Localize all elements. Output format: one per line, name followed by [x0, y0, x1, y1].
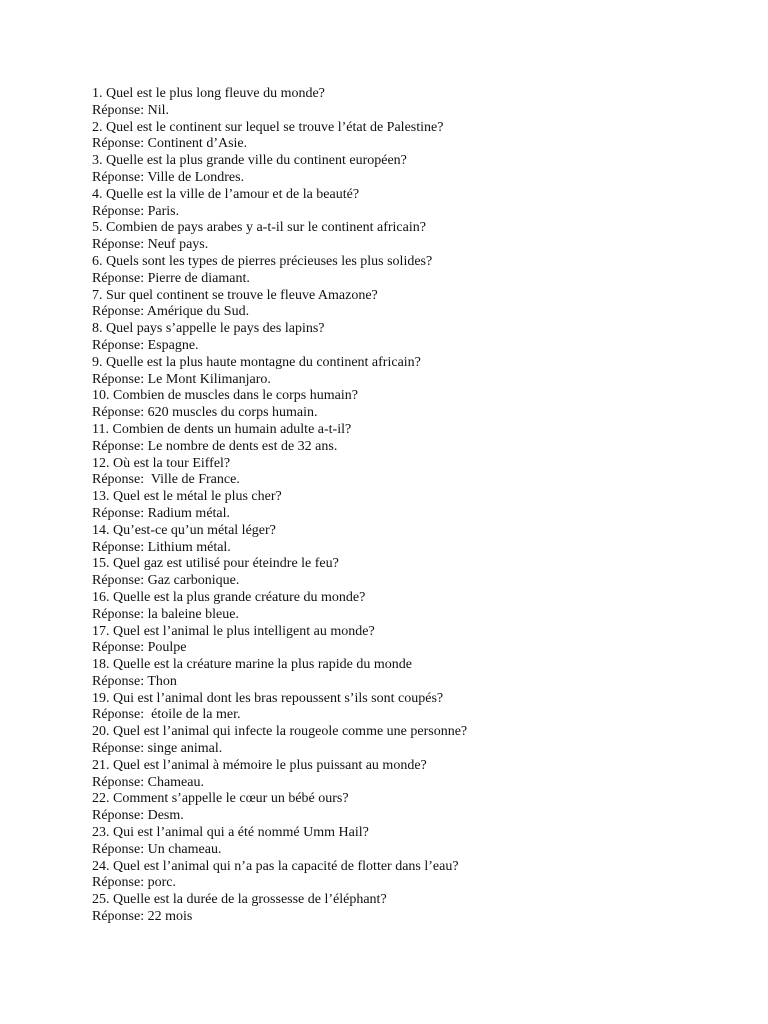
question-text: 16. Quelle est la plus grande créature du monde?	[92, 589, 366, 605]
answer-text: Réponse: Un chameau.	[92, 841, 222, 857]
question-text: 8. Quel pays s’appelle le pays des lapins?	[92, 321, 325, 337]
qa-item	[92, 489, 732, 523]
answer-text: Réponse: Radium métal.	[92, 505, 231, 521]
answer-text: Réponse: Ville de Londres.	[92, 169, 245, 185]
question-text: 6. Quels sont les types de pierres précieuses les plus solides?	[92, 253, 433, 269]
question-text: 10. Combien de muscles dans le corps humain?	[92, 388, 358, 404]
question-text: 23. Qui est l’animal qui a été nommé Umm Hail?	[92, 825, 369, 841]
question-text: 17. Quel est l’animal le plus intelligent au monde?	[92, 623, 375, 639]
question-text: 20. Quel est l’animal qui infecte la rougeole comme une personne?	[92, 724, 468, 740]
qa-item	[92, 187, 732, 221]
question-text: 15. Quel gaz est utilisé pour éteindre le feu?	[92, 556, 339, 572]
qa-item	[92, 254, 732, 288]
qa-item	[92, 120, 732, 154]
question-text: 2. Quel est le continent sur lequel se trouve l’état de Palestine?	[92, 119, 444, 135]
question-text: 3. Quelle est la plus grande ville du continent européen?	[92, 153, 407, 169]
qa-item	[92, 859, 732, 893]
answer-text: Réponse: Lithium métal.	[92, 539, 231, 555]
answer-text: Réponse: singe animal.	[92, 741, 223, 757]
qa-item	[92, 153, 732, 187]
qa-item	[92, 388, 732, 422]
qa-item	[92, 422, 732, 456]
question-text: 25. Quelle est la durée de la grossesse de l’éléphant?	[92, 892, 387, 908]
question-text: 5. Combien de pays arabes y a-t-il sur le continent africain?	[92, 220, 426, 236]
question-text: 1. Quel est le plus long fleuve du monde?	[92, 86, 325, 101]
question-text: 9. Quelle est la plus haute montagne du continent africain?	[92, 354, 421, 370]
question-text: 24. Quel est l’animal qui n’a pas la capacité de flotter dans l’eau?	[92, 858, 459, 874]
qa-item	[92, 523, 732, 557]
answer-text: Réponse: Gaz carbonique.	[92, 573, 240, 589]
qa-item	[92, 220, 732, 254]
question-text: 7. Sur quel continent se trouve le fleuve Amazone?	[92, 287, 378, 303]
qa-item	[92, 791, 732, 825]
answer-text: Réponse: Thon	[92, 673, 177, 689]
question-text: 18. Quelle est la créature marine la plus rapide du monde	[92, 657, 412, 673]
answer-text: Réponse: Amérique du Sud.	[92, 304, 250, 320]
question-text: 14. Qu’est-ce qu’un métal léger?	[92, 522, 276, 538]
answer-text: Réponse: Espagne.	[92, 337, 199, 353]
question-text: 12. Où est la tour Eiffel?	[92, 455, 231, 471]
question-text: 22. Comment s’appelle le cœur un bébé ours?	[92, 791, 349, 807]
answer-text: Réponse: Neuf pays.	[92, 237, 209, 253]
qa-item	[92, 892, 732, 926]
answer-text: Réponse: 620 muscles du corps humain.	[92, 405, 318, 421]
qa-item	[92, 691, 732, 725]
qa-item	[92, 321, 732, 355]
question-text: 11. Combien de dents un humain adulte a-t-il?	[92, 421, 352, 437]
question-text: 19. Qui est l’animal dont les bras repoussent s’ils sont coupés?	[92, 690, 444, 706]
qa-item	[92, 590, 732, 624]
answer-text: Réponse: la baleine bleue.	[92, 606, 239, 622]
question-text: 13. Quel est le métal le plus cher?	[92, 489, 282, 505]
answer-text: Réponse: Desm.	[92, 808, 184, 824]
qa-item	[92, 288, 732, 322]
answer-text: Réponse: Le Mont Kilimanjaro.	[92, 371, 271, 387]
answer-text: Réponse: Pierre de diamant.	[92, 270, 250, 286]
answer-text: Réponse: Nil.	[92, 102, 169, 118]
qa-item	[92, 758, 732, 792]
document-page	[92, 86, 732, 926]
question-text: 4. Quelle est la ville de l’amour et de la beauté?	[92, 186, 360, 202]
answer-text: Réponse: 22 mois	[92, 909, 193, 925]
answer-text: Réponse: Paris.	[92, 203, 180, 219]
qa-item	[92, 355, 732, 389]
qa-item	[92, 657, 732, 691]
answer-text: Réponse: étoile de la mer.	[92, 707, 241, 723]
answer-text: Réponse: Le nombre de dents est de 32 ans.	[92, 438, 338, 454]
qa-item	[92, 456, 732, 490]
qa-item	[92, 724, 732, 758]
answer-text: Réponse: Poulpe	[92, 640, 187, 656]
qa-item	[92, 86, 732, 120]
answer-text: Réponse: porc.	[92, 875, 176, 891]
qa-item	[92, 556, 732, 590]
question-text: 21. Quel est l’animal à mémoire le plus puissant au monde?	[92, 757, 427, 773]
answer-text: Réponse: Chameau.	[92, 774, 204, 790]
answer-text: Réponse: Continent d’Asie.	[92, 136, 248, 152]
answer-text: Réponse: Ville de France.	[92, 472, 240, 488]
qa-item	[92, 624, 732, 658]
qa-item	[92, 825, 732, 859]
